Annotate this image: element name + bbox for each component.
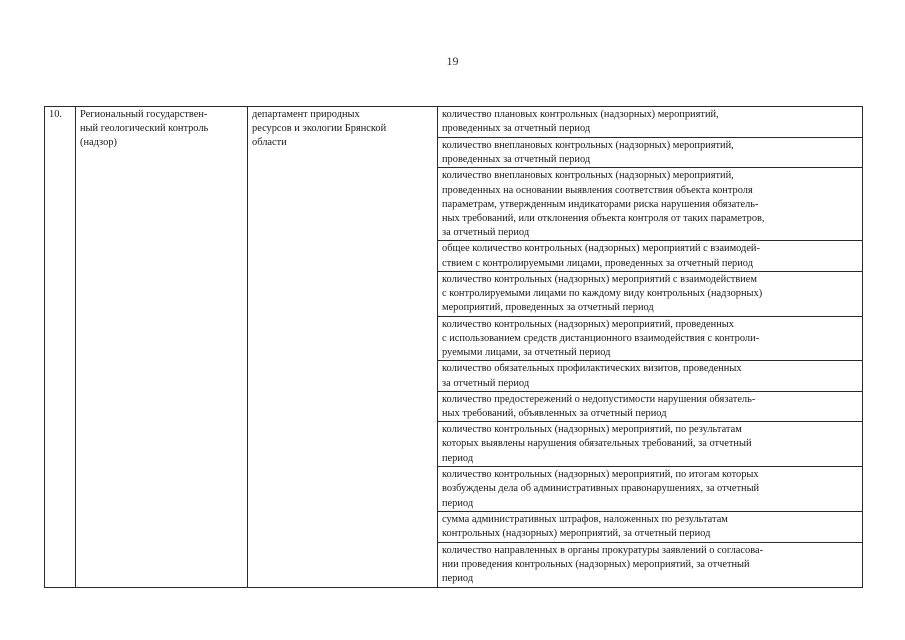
indicator-text: количество предостережений о недопустимости нарушения обязатель- ных требований, объявленных за отчетный период — [442, 393, 756, 420]
indicator-text: общее количество контрольных (надзорных) мероприятий с взаимодей- ствием с контролируемыми лицами, проведенных за отчетный период — [442, 243, 760, 269]
control-type-text: Региональный государствен- ный геологический контроль (надзор) — [80, 109, 209, 149]
indicator-cell — [438, 422, 863, 467]
table-row — [45, 107, 863, 138]
indicator-text: количество контрольных (надзорных) мероприятий, по результатам которых выявлены нарушения обязательных требований, за отчетный период — [442, 424, 752, 464]
indicator-text: количество плановых контрольных (надзорных) мероприятий, проведенных за отчетный период — [442, 109, 719, 135]
indicator-text: количество внеплановых контрольных (надзорных) мероприятий, проведенных за отчетный период — [442, 140, 734, 166]
indicator-cell — [438, 542, 863, 587]
indicator-cell — [438, 271, 863, 316]
indicator-cell — [438, 168, 863, 241]
department-cell — [248, 107, 438, 588]
indicators-table — [44, 106, 863, 588]
indicator-text: количество контрольных (надзорных) мероприятий с взаимодействием с контролируемыми лицами по каждому виду контрольных (надзорных) мероприятий, проведенных за отчетный период — [442, 273, 763, 314]
indicator-text: количество контрольных (надзорных) мероприятий, по итогам которых возбуждены дела об административных правонарушениях, за отчетный период — [442, 469, 760, 509]
row-number: 10. — [49, 109, 62, 120]
department-text: департамент природных ресурсов и экологии Брянской области — [252, 109, 387, 149]
indicator-text: количество контрольных (надзорных) мероприятий, проведенных с использованием средств дистанционного взаимодействия с контроли- руемыми лицами, за отчетный период — [442, 318, 760, 359]
indicator-cell — [438, 316, 863, 361]
control-type-cell — [76, 107, 248, 588]
indicator-cell — [438, 512, 863, 542]
indicator-cell — [438, 138, 863, 168]
page-number: 19 — [446, 54, 459, 68]
indicator-text: количество направленных в органы прокуратуры заявлений о согласова- нии проведения контрольных (надзорных) мероприятий, за отчетный период — [442, 544, 764, 585]
indicator-text: количество обязательных профилактических визитов, проведенных за отчетный период — [442, 363, 742, 389]
indicator-cell — [438, 361, 863, 391]
indicator-cell — [438, 391, 863, 421]
row-number-cell — [45, 107, 76, 588]
indicator-cell — [438, 241, 863, 271]
indicator-cell — [438, 467, 863, 512]
indicator-text: количество внеплановых контрольных (надзорных) мероприятий, проведенных на основании выявления соответствия объекта контроля параметрам, утвержденным индикаторами риска нарушения обязатель- ных требований, или отклонения объекта контроля от таких параметров, за отчетный период — [442, 170, 765, 239]
indicator-cell — [438, 107, 863, 138]
indicator-text: сумма административных штрафов, наложенных по результатам контрольных (надзорных) мероприятий, за отчетный период — [442, 514, 728, 540]
